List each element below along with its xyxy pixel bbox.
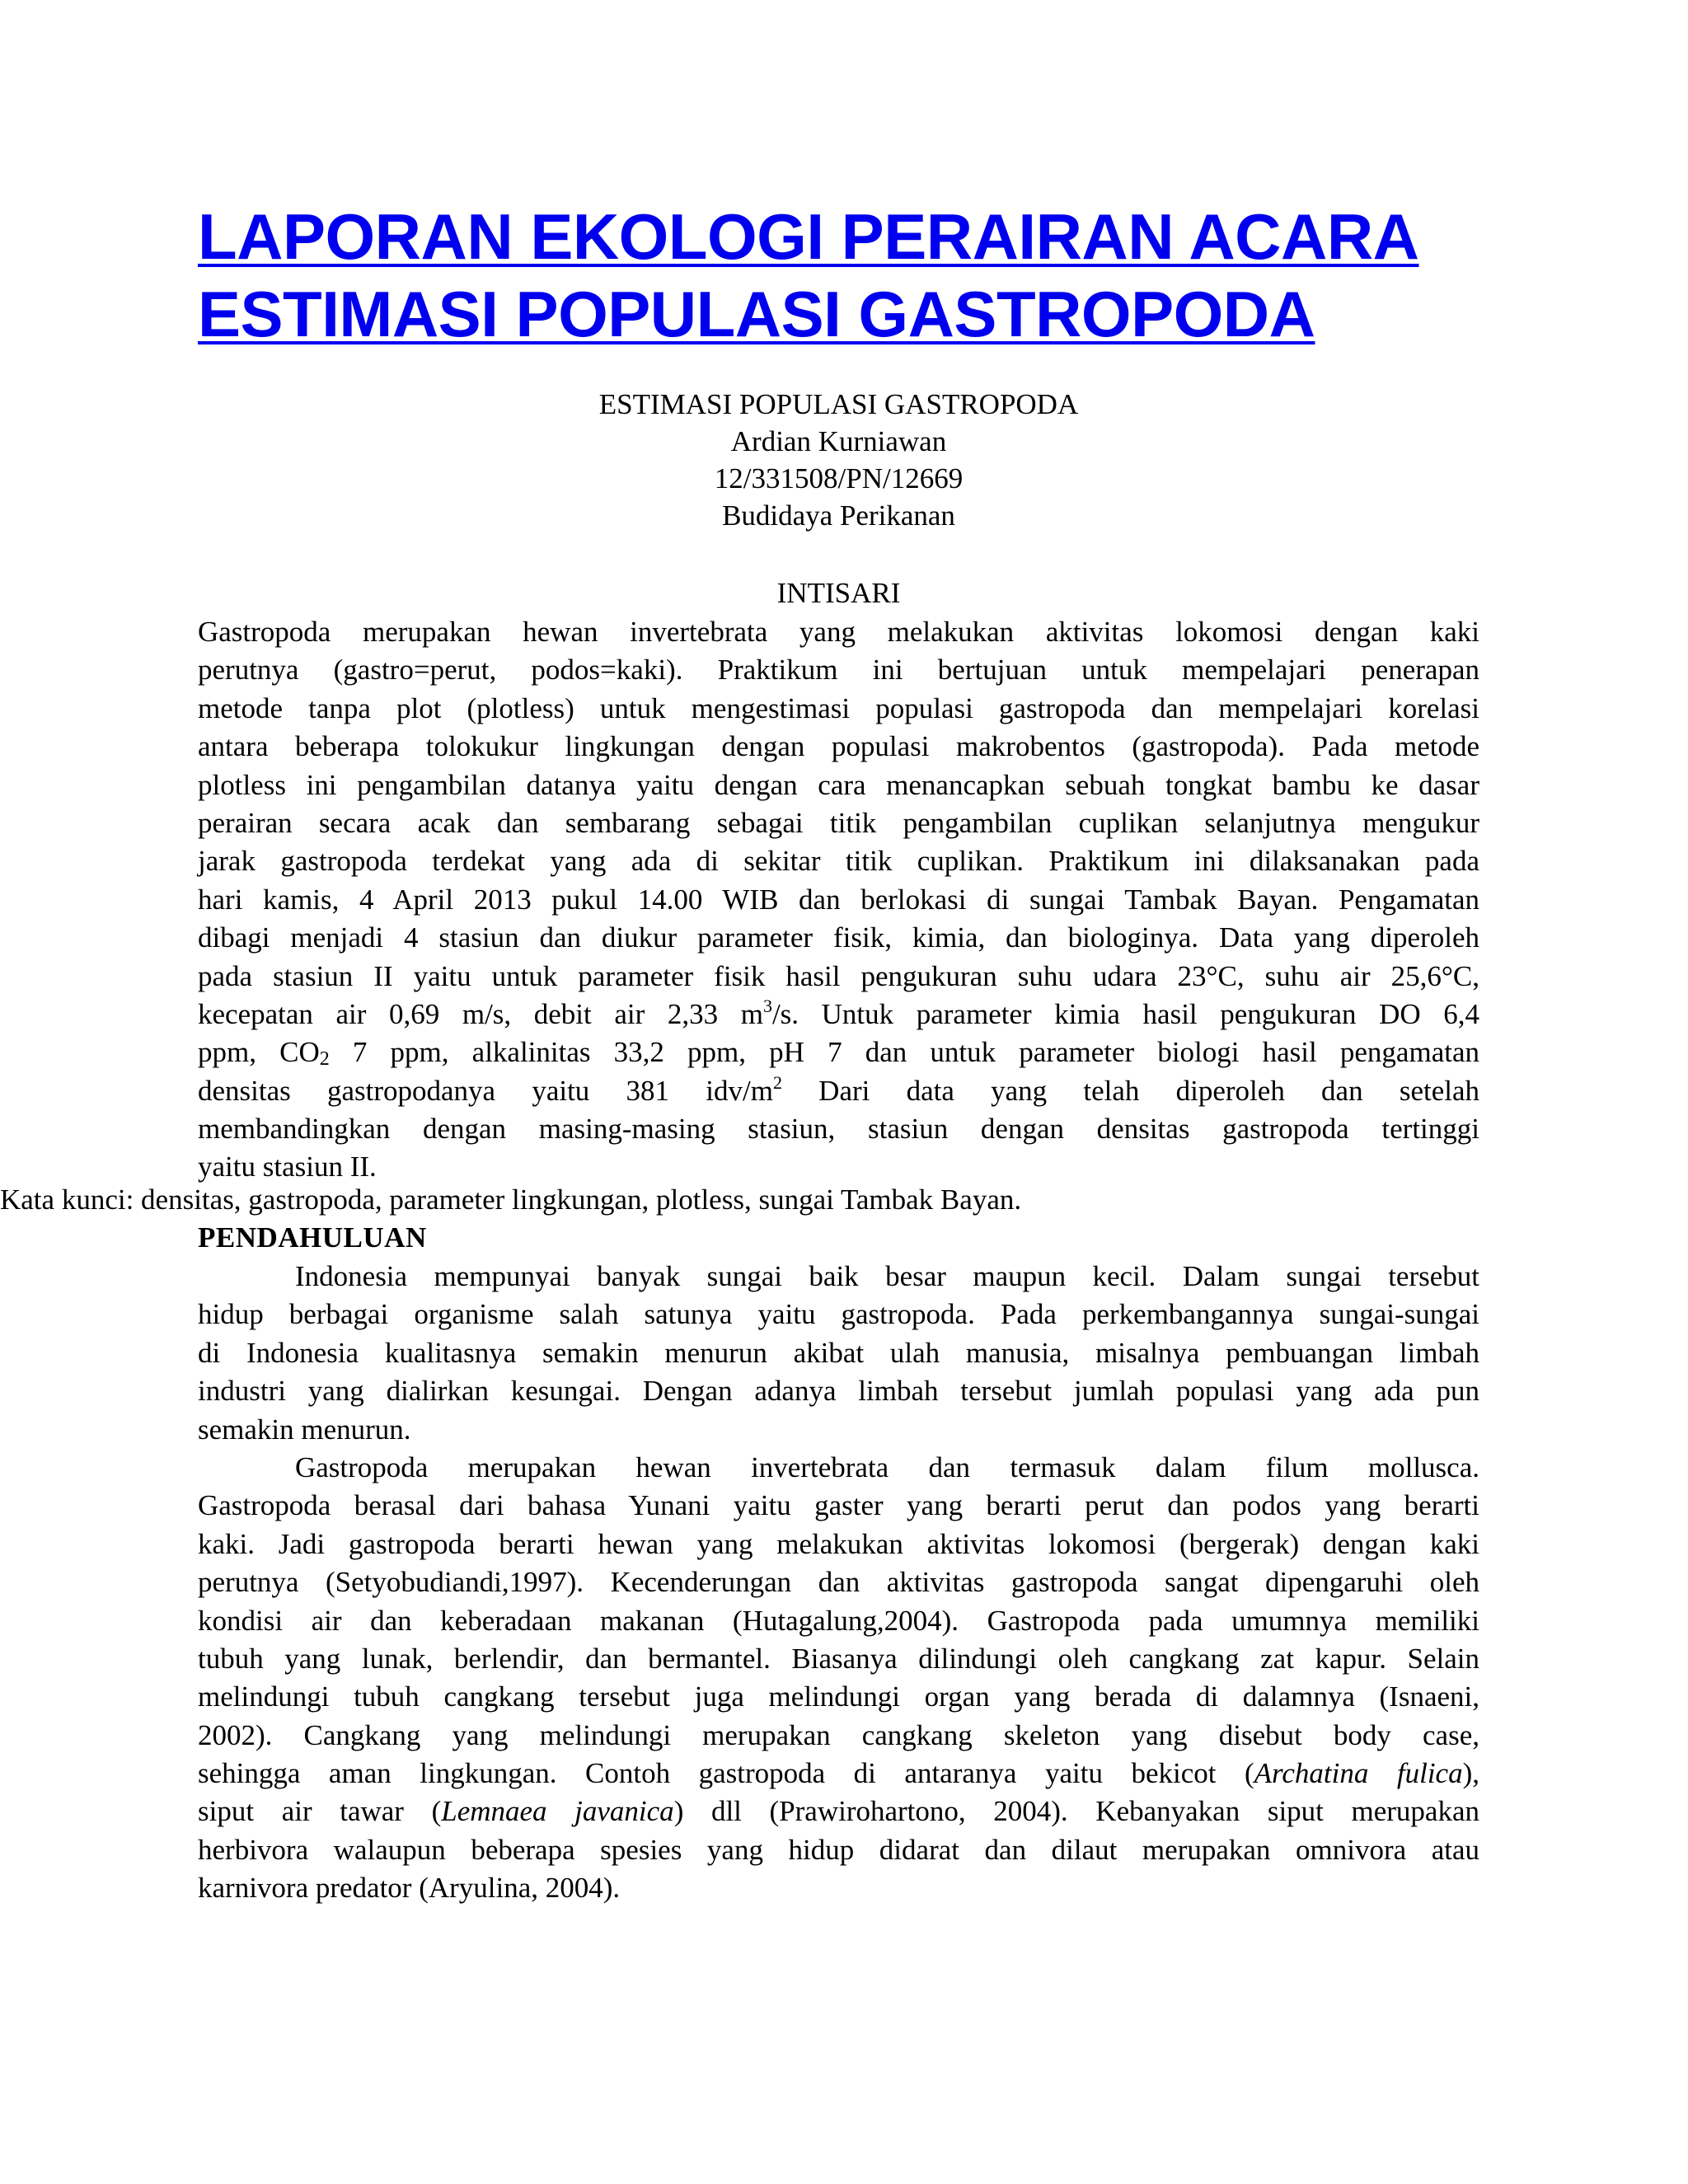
abstract-line-velocity bbox=[198, 996, 1479, 1033]
paragraph-line: kondisi air dan keberadaan makanan (Hutagalung,2004). Gastropoda pada umumnya memiliki bbox=[198, 1604, 1479, 1637]
paragraph-line: karnivora predator (Aryulina, 2004). bbox=[198, 1872, 621, 1905]
title-link[interactable] bbox=[198, 198, 1550, 353]
abstract-line: metode tanpa plot (plotless) untuk mengestimasi populasi gastropoda dan mempelajari korelasi bbox=[198, 691, 1479, 724]
abstract-line: hari kamis, 4 April 2013 pukul 14.00 WIB dan berlokasi di sungai Tambak Bayan. Pengamatan bbox=[198, 883, 1479, 916]
keywords: Kata kunci: densitas, gastropoda, parameter lingkungan, plotless, sungai Tambak Bayan. bbox=[0, 1183, 1022, 1216]
title-line-1: LAPORAN EKOLOGI PERAIRAN ACARA bbox=[198, 200, 1419, 273]
paragraph-line: kaki. Jadi gastropoda berarti hewan yang melakukan aktivitas lokomosi (bergerak) dengan kaki bbox=[198, 1527, 1479, 1560]
abstract-line: plotless ini pengambilan datanya yaitu dengan cara menancapkan sebuah tongkat bambu ke dasar bbox=[198, 768, 1479, 801]
paragraph-line: industri yang dialirkan kesungai. Dengan adanya limbah tersebut jumlah populasi yang ada pun bbox=[198, 1375, 1479, 1408]
abstract-line: perutnya (gastro=perut, podos=kaki). Praktikum ini bertujuan untuk mempelajari penerapan bbox=[198, 654, 1479, 687]
paragraph-line: perutnya (Setyobudiandi,1997). Kecenderungan dan aktivitas gastropoda sangat dipengaruhi oleh bbox=[198, 1566, 1479, 1599]
abstract-line: perairan secara acak dan sembarang sebagai titik pengambilan cuplikan selanjutnya mengukur bbox=[198, 806, 1479, 839]
text-segment: Dari data yang telah diperoleh dan setelah bbox=[781, 1074, 1479, 1107]
paragraph-line bbox=[198, 1258, 1479, 1296]
report-subtitle: ESTIMASI POPULASI GASTROPODA bbox=[598, 388, 1079, 420]
text-segment: kecepatan air 0,69 m/s, debit air 2,33 m bbox=[198, 997, 763, 1030]
abstract-line: pada stasiun II yaitu untuk parameter fisik hasil pengukuran suhu udara 23°C, suhu air 25,6°C, bbox=[198, 959, 1479, 992]
text-segment: sehingga aman lingkungan. Contoh gastropoda di antaranya yaitu bekicot ( bbox=[198, 1757, 1254, 1790]
paragraph-line: melindungi tubuh cangkang tersebut juga melindungi organ yang berada di dalamnya (Isnaeni, bbox=[198, 1680, 1479, 1713]
abstract bbox=[198, 613, 1479, 1187]
text-segment: densitas gastropodanya yaitu 381 idv/m bbox=[198, 1074, 773, 1107]
report-metadata bbox=[198, 386, 1479, 534]
student-id: 12/331508/PN/12669 bbox=[714, 462, 964, 494]
abstract-heading: INTISARI bbox=[776, 577, 901, 609]
paragraph-line-species bbox=[198, 1793, 1479, 1830]
species-name: Archatina fulica bbox=[1254, 1757, 1463, 1790]
paragraph-line: Gastropoda berasal dari bahasa Yunani yaitu gaster yang berarti perut dan podos yang berarti bbox=[198, 1489, 1479, 1522]
abstract-line: dibagi menjadi 4 stasiun dan diukur parameter fisik, kimia, dan biologinya. Data yang diperoleh bbox=[198, 921, 1479, 954]
text-segment: /s. Untuk parameter kimia hasil pengukuran DO 6,4 bbox=[771, 997, 1479, 1030]
text-segment: siput air tawar ( bbox=[198, 1795, 442, 1828]
introduction-body bbox=[198, 1258, 1479, 1908]
abstract-line: Gastropoda merupakan hewan invertebrata yang melakukan aktivitas lokomosi dengan kaki bbox=[198, 616, 1479, 648]
paragraph-line: hidup berbagai organisme salah satunya yaitu gastropoda. Pada perkembangannya sungai-sungai bbox=[198, 1298, 1479, 1331]
title-line-2: ESTIMASI POPULASI GASTROPODA bbox=[198, 278, 1315, 350]
paragraph-line-species bbox=[198, 1755, 1479, 1793]
abstract-line-co2 bbox=[198, 1033, 1479, 1071]
text-segment: ppm, CO bbox=[198, 1036, 320, 1069]
abstract-line: yaitu stasiun II. bbox=[198, 1151, 377, 1183]
author-name: Ardian Kurniawan bbox=[730, 425, 947, 457]
paragraph-line: tubuh yang lunak, berlendir, dan bermantel. Biasanya dilindungi oleh cangkang zat kapur. Selain bbox=[198, 1642, 1479, 1675]
page-title[interactable] bbox=[198, 198, 1550, 353]
text-segment: ), bbox=[1462, 1757, 1479, 1790]
paragraph-line: 2002). Cangkang yang melindungi merupakan cangkang skeleton yang disebut body case, bbox=[198, 1718, 1479, 1751]
abstract-line: membandingkan dengan masing-masing stasiun, stasiun dengan densitas gastropoda tertinggi bbox=[198, 1113, 1479, 1146]
section-heading: PENDAHULUAN bbox=[198, 1221, 427, 1254]
text-segment: ) dll (Prawirohartono, 2004). Kebanyakan siput merupakan bbox=[673, 1795, 1480, 1828]
abstract-line: antara beberapa tolokukur lingkungan dengan populasi makrobentos (gastropoda). Pada metode bbox=[198, 730, 1479, 763]
abstract-line-density bbox=[198, 1072, 1479, 1110]
species-name: Lemnaea javanica bbox=[441, 1795, 674, 1828]
paragraph-line: herbivora walaupun beberapa spesies yang hidup didarat dan dilaut merupakan omnivora atau bbox=[198, 1833, 1479, 1866]
text-segment: 7 ppm, alkalinitas 33,2 ppm, pH 7 dan untuk parameter biologi hasil pengamatan bbox=[329, 1036, 1479, 1069]
department: Budidaya Perikanan bbox=[722, 499, 955, 532]
paragraph-line: semakin menurun. bbox=[198, 1413, 411, 1446]
paragraph-line bbox=[198, 1449, 1479, 1487]
text-segment: Indonesia mempunyai banyak sungai baik besar maupun kecil. Dalam sungai tersebut bbox=[295, 1260, 1479, 1292]
subscript: 2 bbox=[319, 1048, 330, 1071]
abstract-line: jarak gastropoda terdekat yang ada di sekitar titik cuplikan. Praktikum ini dilaksanakan pada bbox=[198, 845, 1479, 878]
superscript: 2 bbox=[772, 1071, 782, 1093]
text-segment: Gastropoda merupakan hewan invertebrata dan termasuk dalam filum mollusca. bbox=[295, 1451, 1479, 1483]
paragraph-line: di Indonesia kualitasnya semakin menurun akibat ulah manusia, misalnya pembuangan limbah bbox=[198, 1336, 1479, 1369]
superscript: 3 bbox=[762, 995, 772, 1016]
